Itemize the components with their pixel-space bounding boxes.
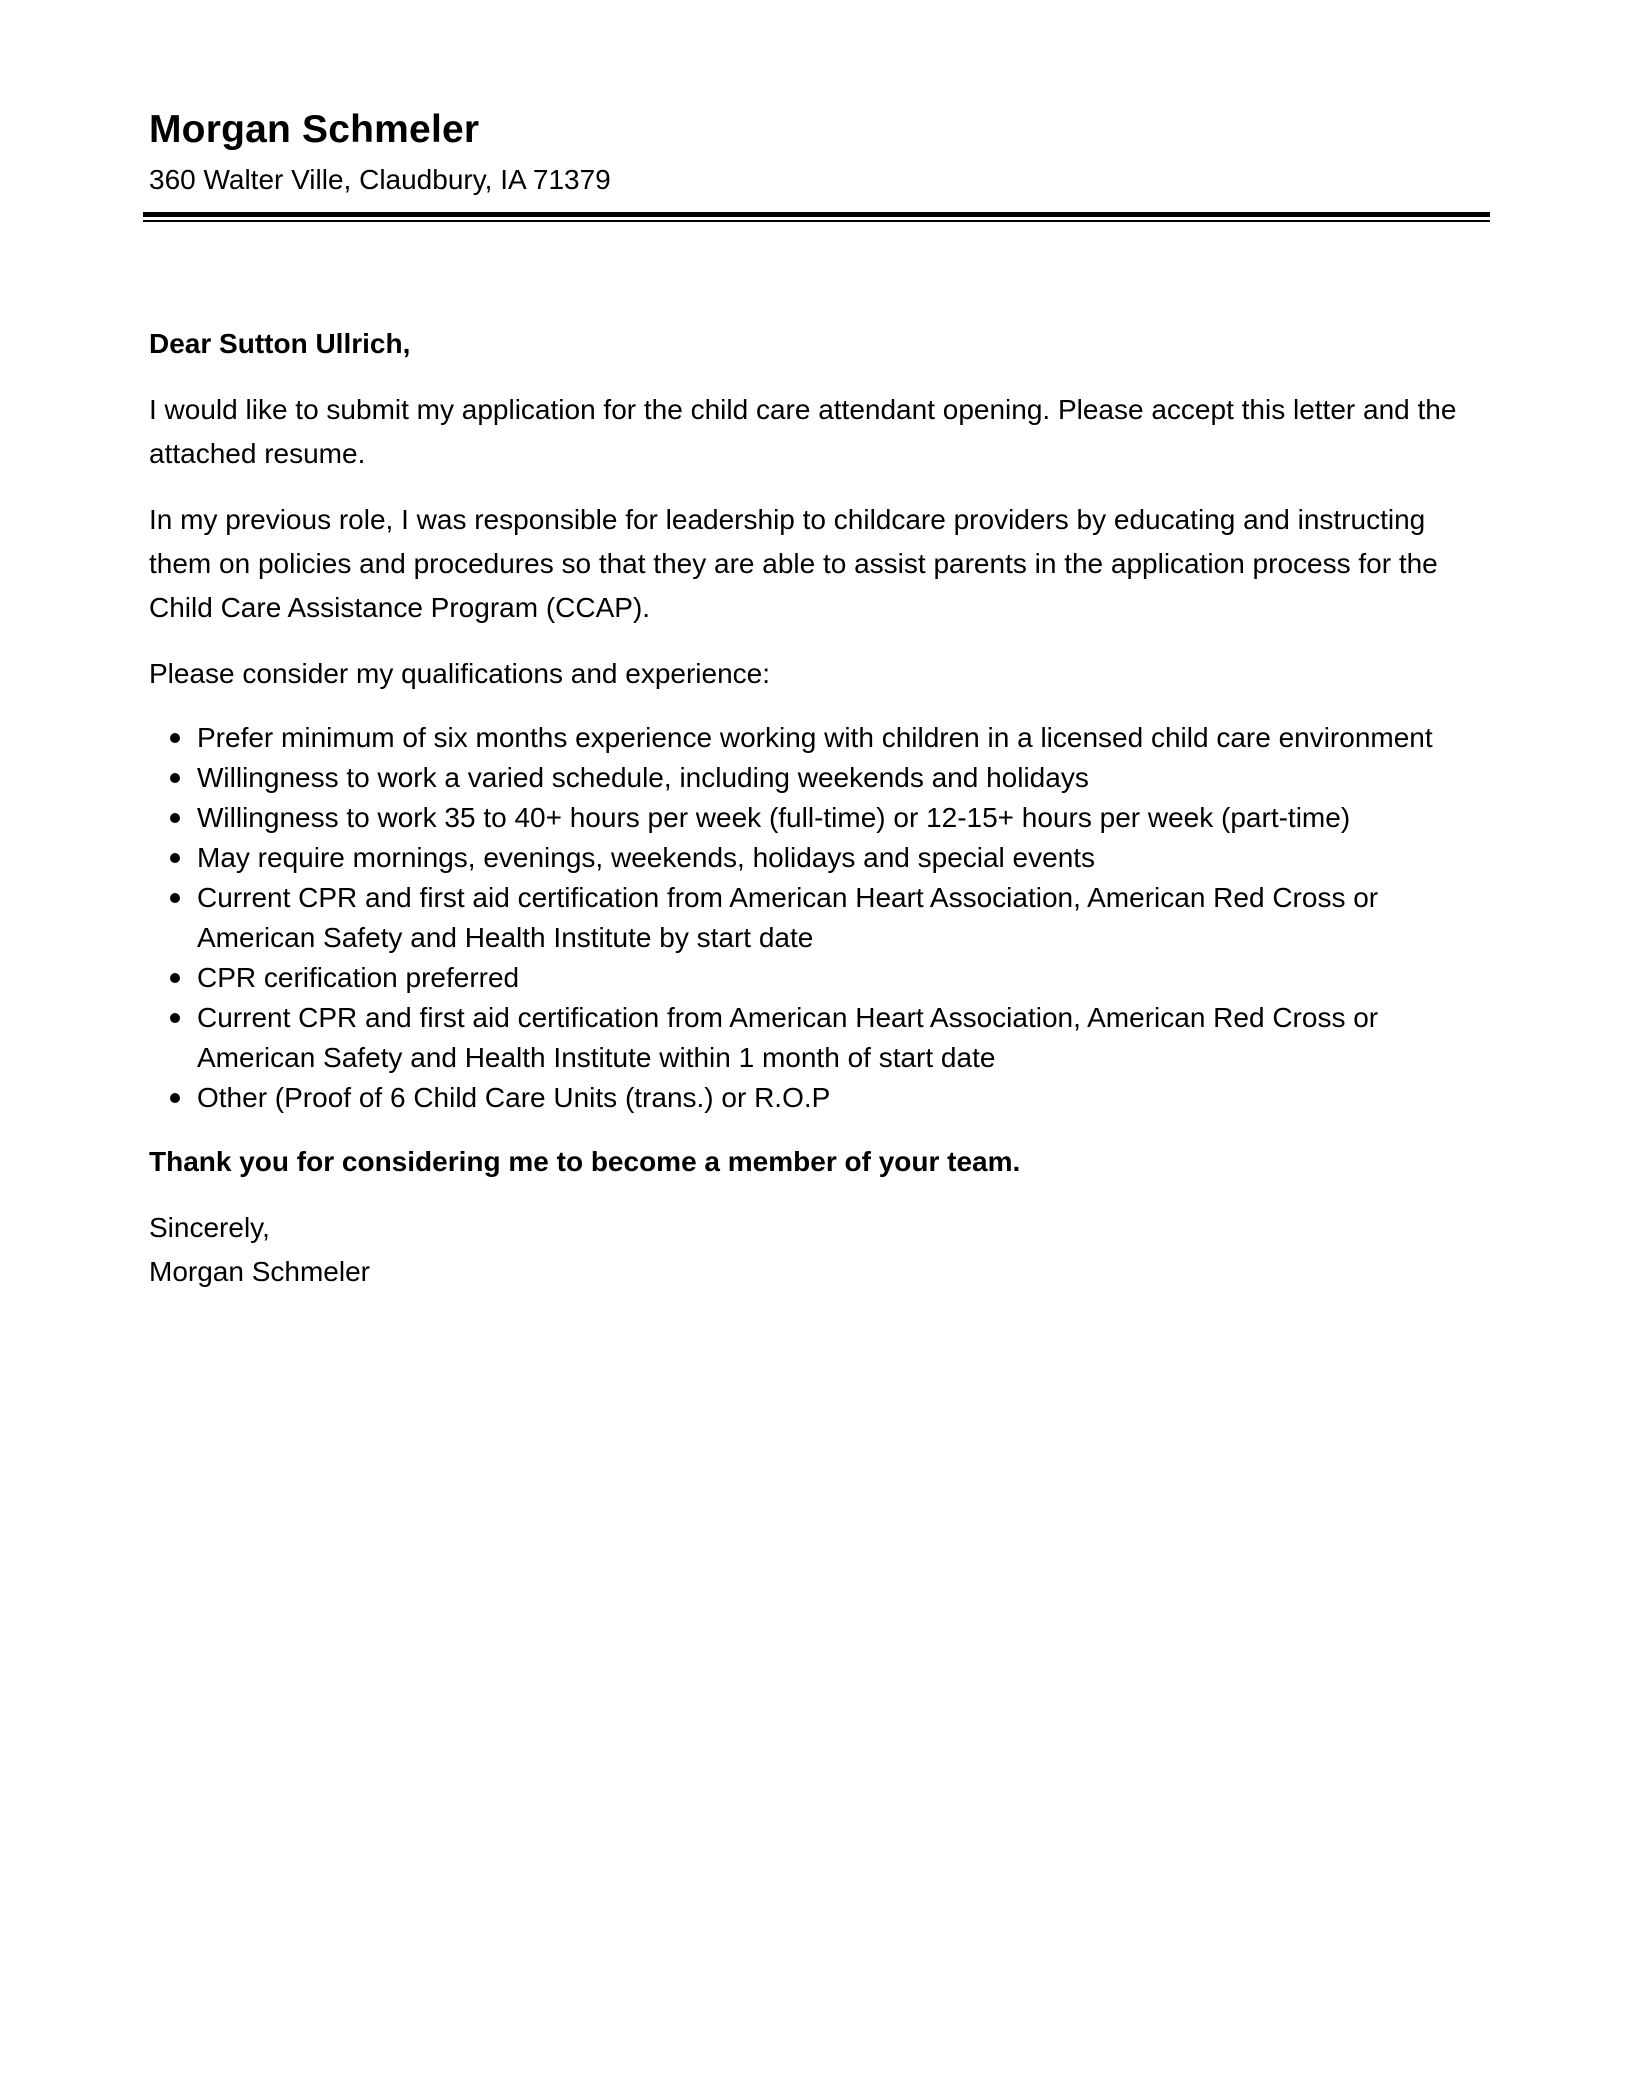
- intro-paragraph: I would like to submit my application for the child care attendant opening. Please accept this letter and the attached resume.: [149, 394, 1457, 469]
- qualifications-intro: Please consider my qualifications and experience:: [149, 658, 771, 689]
- header-divider-thin: [143, 220, 1490, 222]
- list-item: [149, 998, 1479, 1078]
- signature-name: Morgan Schmeler: [149, 1256, 370, 1287]
- qualifications-list: [149, 718, 1479, 1118]
- signoff: Sincerely,: [149, 1212, 270, 1243]
- list-item-text: Willingness to work a varied schedule, including weekends and holidays: [197, 762, 1089, 793]
- list-item-text: Willingness to work 35 to 40+ hours per week (full-time) or 12-15+ hours per week (part-time): [197, 802, 1351, 833]
- list-item-text: CPR cerification preferred: [197, 962, 520, 993]
- list-item: [149, 758, 1479, 798]
- list-item-text: Other (Proof of 6 Child Care Units (trans.) or R.O.P: [197, 1082, 831, 1113]
- bullet-icon: [170, 853, 180, 863]
- experience-paragraph: In my previous role, I was responsible for leadership to childcare providers by educating and instructing them on policies and procedures so that they are able to assist parents in the application process for the Child Care Assistance Program (CCAP).: [149, 504, 1438, 623]
- bullet-icon: [170, 813, 180, 823]
- sender-name: Morgan Schmeler: [149, 108, 480, 151]
- list-item: [149, 958, 1479, 998]
- list-item-text: Prefer minimum of six months experience working with children in a licensed child care environment: [197, 722, 1433, 753]
- bullet-icon: [170, 733, 180, 743]
- list-item: [149, 1078, 1479, 1118]
- bullet-icon: [170, 893, 180, 903]
- bullet-icon: [170, 973, 180, 983]
- sender-address: 360 Walter Ville, Claudbury, IA 71379: [149, 164, 611, 195]
- list-item: [149, 878, 1479, 958]
- bullet-icon: [170, 773, 180, 783]
- list-item-text: Current CPR and first aid certification from American Heart Association, American Red Cross or American Safety and Health Institute within 1 month of start date: [197, 1002, 1379, 1073]
- list-item-text: May require mornings, evenings, weekends, holidays and special events: [197, 842, 1096, 873]
- bullet-icon: [170, 1013, 180, 1023]
- letter-body: [149, 322, 1479, 1294]
- list-item: [149, 718, 1479, 758]
- bullet-icon: [170, 1093, 180, 1103]
- list-item: [149, 838, 1479, 878]
- salutation: Dear Sutton Ullrich,: [149, 328, 411, 359]
- closing-statement: Thank you for considering me to become a member of your team.: [149, 1146, 1021, 1177]
- list-item-text: Current CPR and first aid certification from American Heart Association, American Red Cross or American Safety and Health Institute by start date: [197, 882, 1379, 953]
- header-divider-thick: [143, 212, 1490, 217]
- list-item: [149, 798, 1479, 838]
